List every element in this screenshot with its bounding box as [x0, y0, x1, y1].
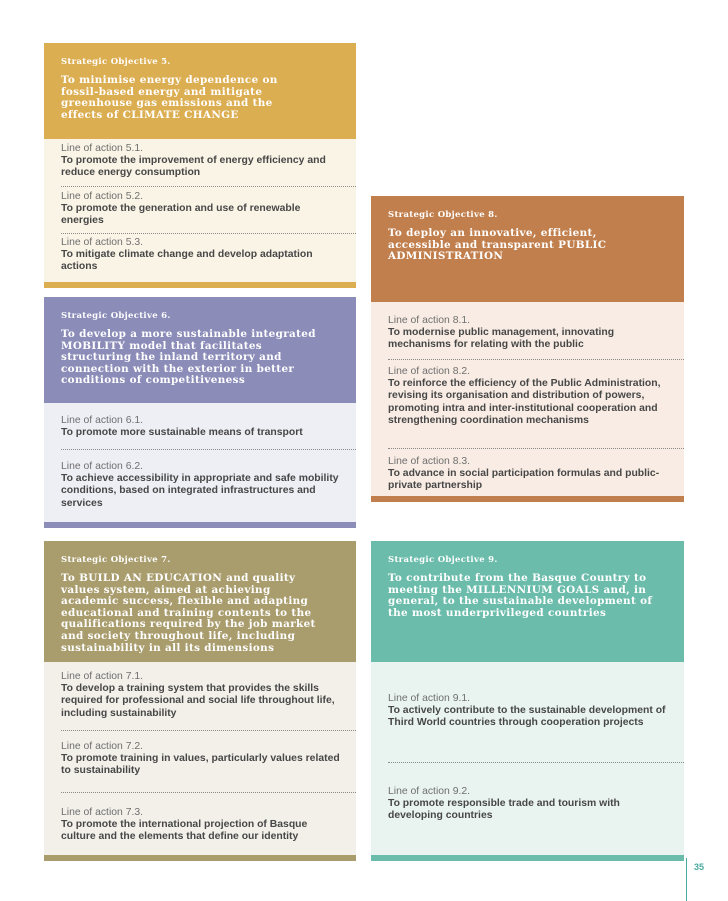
line-of-action-5-2: Line of action 5.2. To promote the generation and use of renewable energies: [61, 191, 301, 227]
strategic-objective-6-header: [44, 297, 356, 403]
line-of-action-9-1: Line of action 9.1. To actively contribute to the sustainable development of Third World countries through cooperation projects: [388, 693, 666, 729]
objective-label: Strategic Objective 6.: [61, 311, 171, 321]
bottom-bar: [371, 855, 684, 861]
line-of-action-8-3: Line of action 8.3. To advance in social participation formulas and public-private partnership: [388, 456, 660, 492]
strategic-objective-5-card: [44, 43, 356, 288]
page-number-rule: [686, 858, 687, 901]
divider: [61, 449, 356, 450]
strategic-objective-5-header: [44, 43, 356, 139]
objective-label: Strategic Objective 8.: [388, 210, 498, 220]
bottom-bar: [371, 496, 684, 502]
line-of-action-6-1: Line of action 6.1. To promote more sustainable means of transport: [61, 415, 303, 439]
strategic-objective-6-card: [44, 297, 356, 528]
objective-label: Strategic Objective 9.: [388, 555, 498, 565]
strategic-objective-9-header: [371, 541, 684, 662]
line-of-action-9-2: Line of action 9.2. To promote responsible trade and tourism with developing countries: [388, 786, 620, 822]
strategic-objective-7-header: [44, 541, 356, 662]
divider: [388, 359, 684, 360]
objective-title: To deploy an innovative, efficient, accessible and transparent PUBLIC ADMINISTRATION: [388, 227, 607, 263]
divider: [388, 448, 684, 449]
objective-label: Strategic Objective 5.: [61, 57, 171, 67]
strategic-objective-8-header: [371, 196, 684, 302]
objective-label: Strategic Objective 7.: [61, 555, 171, 565]
line-of-action-7-3: Line of action 7.3. To promote the international projection of Basque culture and the elements that define our identity: [61, 807, 308, 843]
objective-title: To minimise energy dependence on fossil-based energy and mitigate greenhouse gas emissions and the effects of CLIMATE CHANGE: [61, 74, 278, 121]
page-number: 35: [694, 862, 705, 872]
line-of-action-8-1: Line of action 8.1. To modernise public management, innovating mechanisms for relating with the public: [388, 315, 615, 351]
line-of-action-7-1: Line of action 7.1. To develop a training system that provides the skills required for professional and social life throughout life, including sustainability: [61, 671, 335, 719]
objective-title: To contribute from the Basque Country to meeting the MILLENNIUM GOALS and, in general, to the sustainable development of the most underprivileged countries: [388, 572, 653, 619]
divider: [388, 762, 684, 763]
strategic-objective-7-card: [44, 541, 356, 861]
bottom-bar: [44, 855, 356, 861]
bottom-bar: [44, 522, 356, 528]
line-of-action-5-3: Line of action 5.3. To mitigate climate change and develop adaptation actions: [61, 237, 313, 273]
divider: [61, 792, 356, 793]
divider: [61, 233, 356, 234]
line-of-action-5-1: Line of action 5.1. To promote the improvement of energy efficiency and reduce energy consumption: [61, 143, 326, 179]
objective-title: To develop a more sustainable integrated MOBILITY model that facilitates structuring the inland territory and connection with the exterior in better conditions of competitiveness: [61, 328, 316, 387]
line-of-action-8-2: Line of action 8.2. To reinforce the efficiency of the Public Administration, revising its organisation and distribution of powers, promoting intra and inter-institutional cooperation and strengthening coordination mechanisms: [388, 366, 661, 426]
objective-title: To BUILD AN EDUCATION and quality values system, aimed at achieving academic success, flexible and adapting educational and training contents to the qualifications required by the job market and society throughout life, including sustainability in all its dimensions: [61, 572, 316, 654]
divider: [61, 730, 356, 731]
divider: [61, 186, 356, 187]
line-of-action-6-2: Line of action 6.2. To achieve accessibility in appropriate and safe mobility conditions, based on integrated infrastructures and services: [61, 461, 339, 509]
line-of-action-7-2: Line of action 7.2. To promote training in values, particularly values related to sustainability: [61, 741, 340, 777]
strategic-objective-9-card: [371, 541, 684, 861]
bottom-bar: [44, 282, 356, 288]
strategic-objective-8-card: [371, 196, 684, 502]
